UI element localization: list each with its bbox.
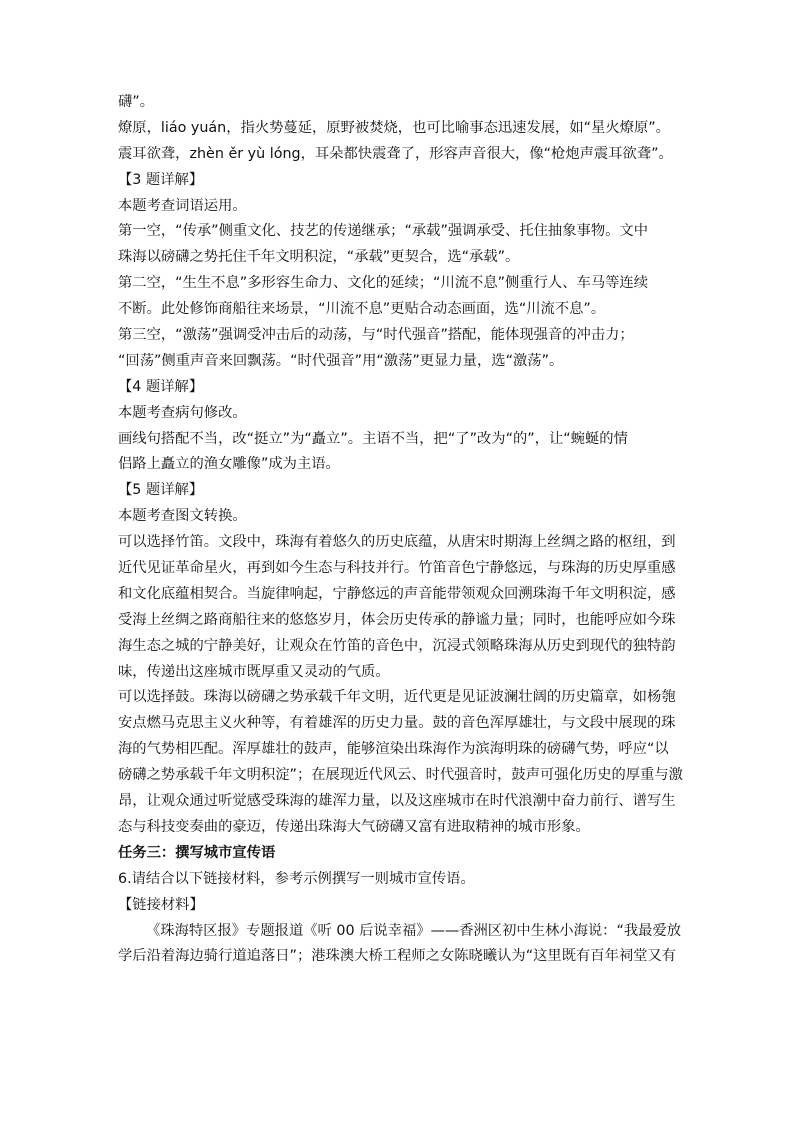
text-line: 昂，让观众通过听觉感受珠海的雄浑力量，以及这座城市在时代浪潮中奋力前行、谱写生 — [118, 793, 676, 810]
text-line: 第三空，“激荡”强调受冲击后的动荡，与“时代强音”搭配，能体现强音的冲击力； — [118, 327, 634, 344]
text-line: 礴”。 — [118, 94, 155, 110]
text-line: 态与科技变奏曲的豪迈，传递出珠海大气磅礴又富有进取精神的城市形象。 — [118, 818, 590, 835]
text-line: 画线句搭配不当，改“挺立”为“矗立”。主语不当，把“了”改为“的”，让“蜿蜒的情 — [118, 430, 628, 447]
text-line: 燎原，liáo yuán，指火势蔓延，原野被焚烧，也可比喻事态迅速发展，如“星火燎原”。 — [118, 119, 670, 136]
text-line: 可以选择竹笛。文段中，珠海有着悠久的历史底蕴，从唐宋时期海上丝绸之路的枢纽，到 — [118, 534, 676, 551]
text-line: 味，传递出这座城市既厚重又灵动的气质。 — [118, 663, 390, 680]
text-line: 海的气势相匹配。浑厚雄壮的鼓声，能够渲染出珠海作为滨海明珠的磅礴气势，呼应“以 — [118, 741, 669, 758]
document-page — [118, 90, 688, 970]
text-line: 学后沿着海边骑行道追落日”；港珠澳大桥工程师之女陈晓曦认为“这里既有百年祠堂又有 — [118, 948, 677, 965]
text-line: 受海上丝绸之路商船往来的悠悠岁月，体会历史传承的静谧力量；同时，也能呼应如今珠 — [118, 611, 676, 628]
text-line: “回荡”侧重声音来回飘荡。“时代强音”用“激荡”更显力量，选“激荡”。 — [118, 352, 564, 369]
text-line: 【4 题详解】 — [118, 378, 204, 395]
text-line: 不断。此处修饰商船往来场景，“川流不息”更贴合动态画面，选“川流不息”。 — [118, 301, 606, 318]
text-line: 安点燃马克思主义火种等，有着雄浑的历史力量。鼓的音色浑厚雄壮，与文段中展现的珠 — [118, 715, 676, 732]
text-line: 可以选择鼓。珠海以磅礴之势承载千年文明，近代更是见证波澜壮阔的历史篇章，如杨匏 — [118, 689, 676, 706]
text-line: 【3 题详解】 — [118, 171, 204, 188]
text-line: 《珠海特区报》专题报道《听 00 后说幸福》——香洲区初中生林小海说：“我最爱放 — [146, 922, 682, 939]
text-line: 第二空，“生生不息”多形容生命力、文化的延续；“川流不息”侧重行人、车马等连续 — [118, 275, 649, 292]
text-line: 海生态之城的宁静美好，让观众在竹笛的音色中，沉浸式领略珠海从历史到现代的独特韵 — [118, 637, 676, 654]
text-line: 本题考查病句修改。 — [118, 404, 247, 421]
text-line: 本题考查词语运用。 — [118, 197, 247, 214]
text-line: 和文化底蕴相契合。当旋律响起，宁静悠远的声音能带领观众回溯珠海千年文明积淀，感 — [118, 585, 676, 602]
text-line: 近代见证革命星火，再到如今生态与科技并行。竹笛音色宁静悠远，与珠海的历史厚重感 — [118, 560, 676, 577]
section-heading: 任务三：撰写城市宣传语 — [118, 844, 276, 861]
text-line: 侣路上矗立的渔女雕像”成为主语。 — [118, 456, 340, 473]
text-line: 磅礴之势承载千年文明积淀”；在展现近代风云、时代强音时，鼓声可强化历史的厚重与激 — [118, 767, 683, 784]
text-line: 震耳欲聋，zhèn ěr yù lóng，耳朵都快震聋了，形容声音很大，像“枪炮声震耳欲聋”。 — [118, 145, 673, 162]
text-line: 第一空，“传承”侧重文化、技艺的传递继承；“承载”强调承受、托住抽象事物。文中 — [118, 223, 649, 240]
text-line: 珠海以磅礴之势托住千年文明积淀，“承载”更契合，选“承载”。 — [118, 249, 520, 266]
text-line: 本题考查图文转换。 — [118, 508, 247, 525]
text-line: 6.请结合以下链接材料，参考示例撰写一则城市宣传语。 — [118, 870, 475, 887]
text-line: 【5 题详解】 — [118, 482, 204, 499]
text-line: 【链接材料】 — [118, 896, 204, 913]
